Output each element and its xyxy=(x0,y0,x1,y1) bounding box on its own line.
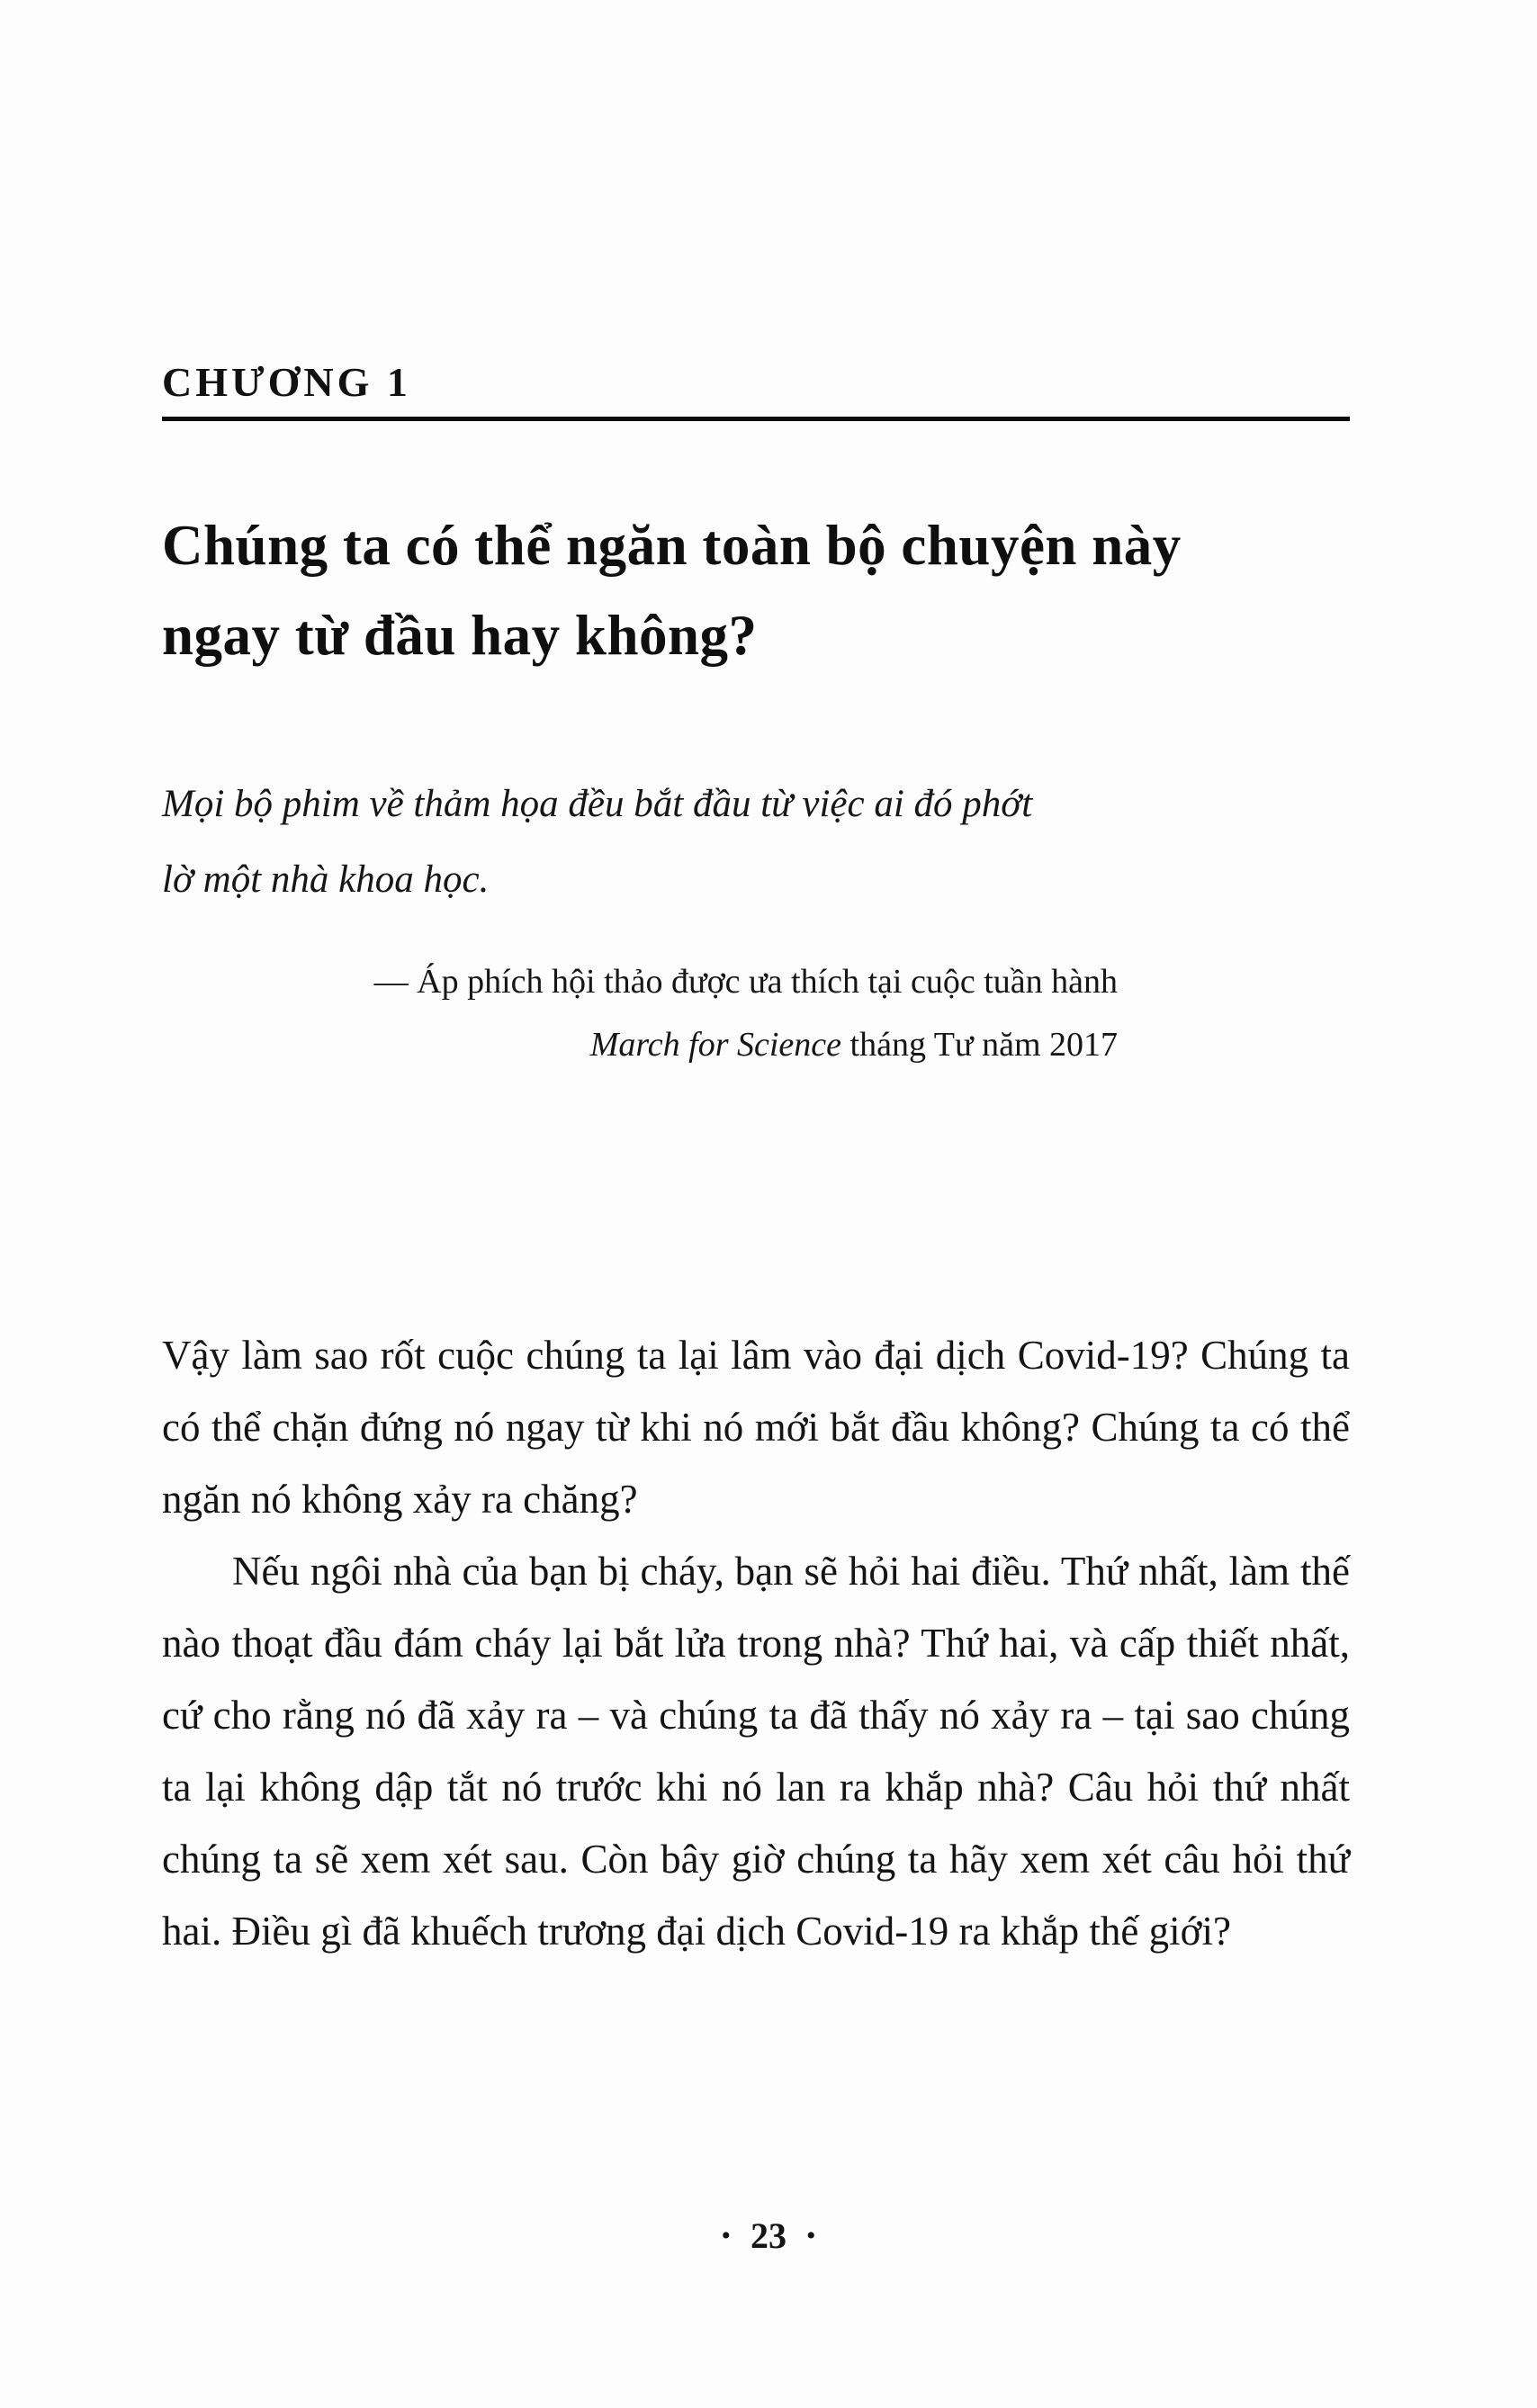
page-number-dot-left: • xyxy=(721,2221,731,2251)
body-paragraph: Nếu ngôi nhà của bạn bị cháy, bạn sẽ hỏi hai điều. Thứ nhất, làm thế nào thoạt đầu đám cháy lại bắt lửa trong nhà? Thứ hai, và cấp thiết nhất, cứ cho rằng nó đã xảy ra – và chúng ta đã thấy nó xảy ra – tại sao chúng ta lại không dập tắt nó trước khi nó lan ra khắp nhà? Câu hỏi thứ nhất chúng ta sẽ xem xét sau. Còn bây giờ chúng ta hãy xem xét câu hỏi thứ hai. Điều gì đã khuếch trương đại dịch Covid-19 ra khắp thế giới? xyxy=(162,1549,1350,1954)
body-paragraph: Vậy làm sao rốt cuộc chúng ta lại lâm vào đại dịch Covid-19? Chúng ta có thể chặn đứng nó ngay từ khi nó mới bắt đầu không? Chúng ta có thể ngăn nó không xảy ra chăng? xyxy=(162,1333,1350,1522)
epigraph-attribution xyxy=(162,950,1118,1076)
page-number-value: 23 xyxy=(751,2215,786,2256)
body-text xyxy=(162,1319,1350,1967)
chapter-rule xyxy=(162,417,1350,421)
chapter-title: Chúng ta có thể ngăn toàn bộ chuyện này ngay từ đầu hay không? xyxy=(162,514,1182,667)
chapter-label: CHƯƠNG 1 xyxy=(162,359,411,405)
epigraph-attribution-line1: — Áp phích hội thảo được ưa thích tại cuộc tuần hành xyxy=(373,963,1118,1001)
epigraph-quote: Mọi bộ phim về thảm họa đều bắt đầu từ việc ai đó phớt lờ một nhà khoa học. xyxy=(162,783,1033,901)
page-number-dot-right: • xyxy=(806,2221,816,2251)
epigraph-attribution-date: tháng Tư năm 2017 xyxy=(841,1026,1118,1064)
epigraph-attribution-source: March for Science xyxy=(589,1026,842,1064)
page-number xyxy=(0,2215,1537,2257)
